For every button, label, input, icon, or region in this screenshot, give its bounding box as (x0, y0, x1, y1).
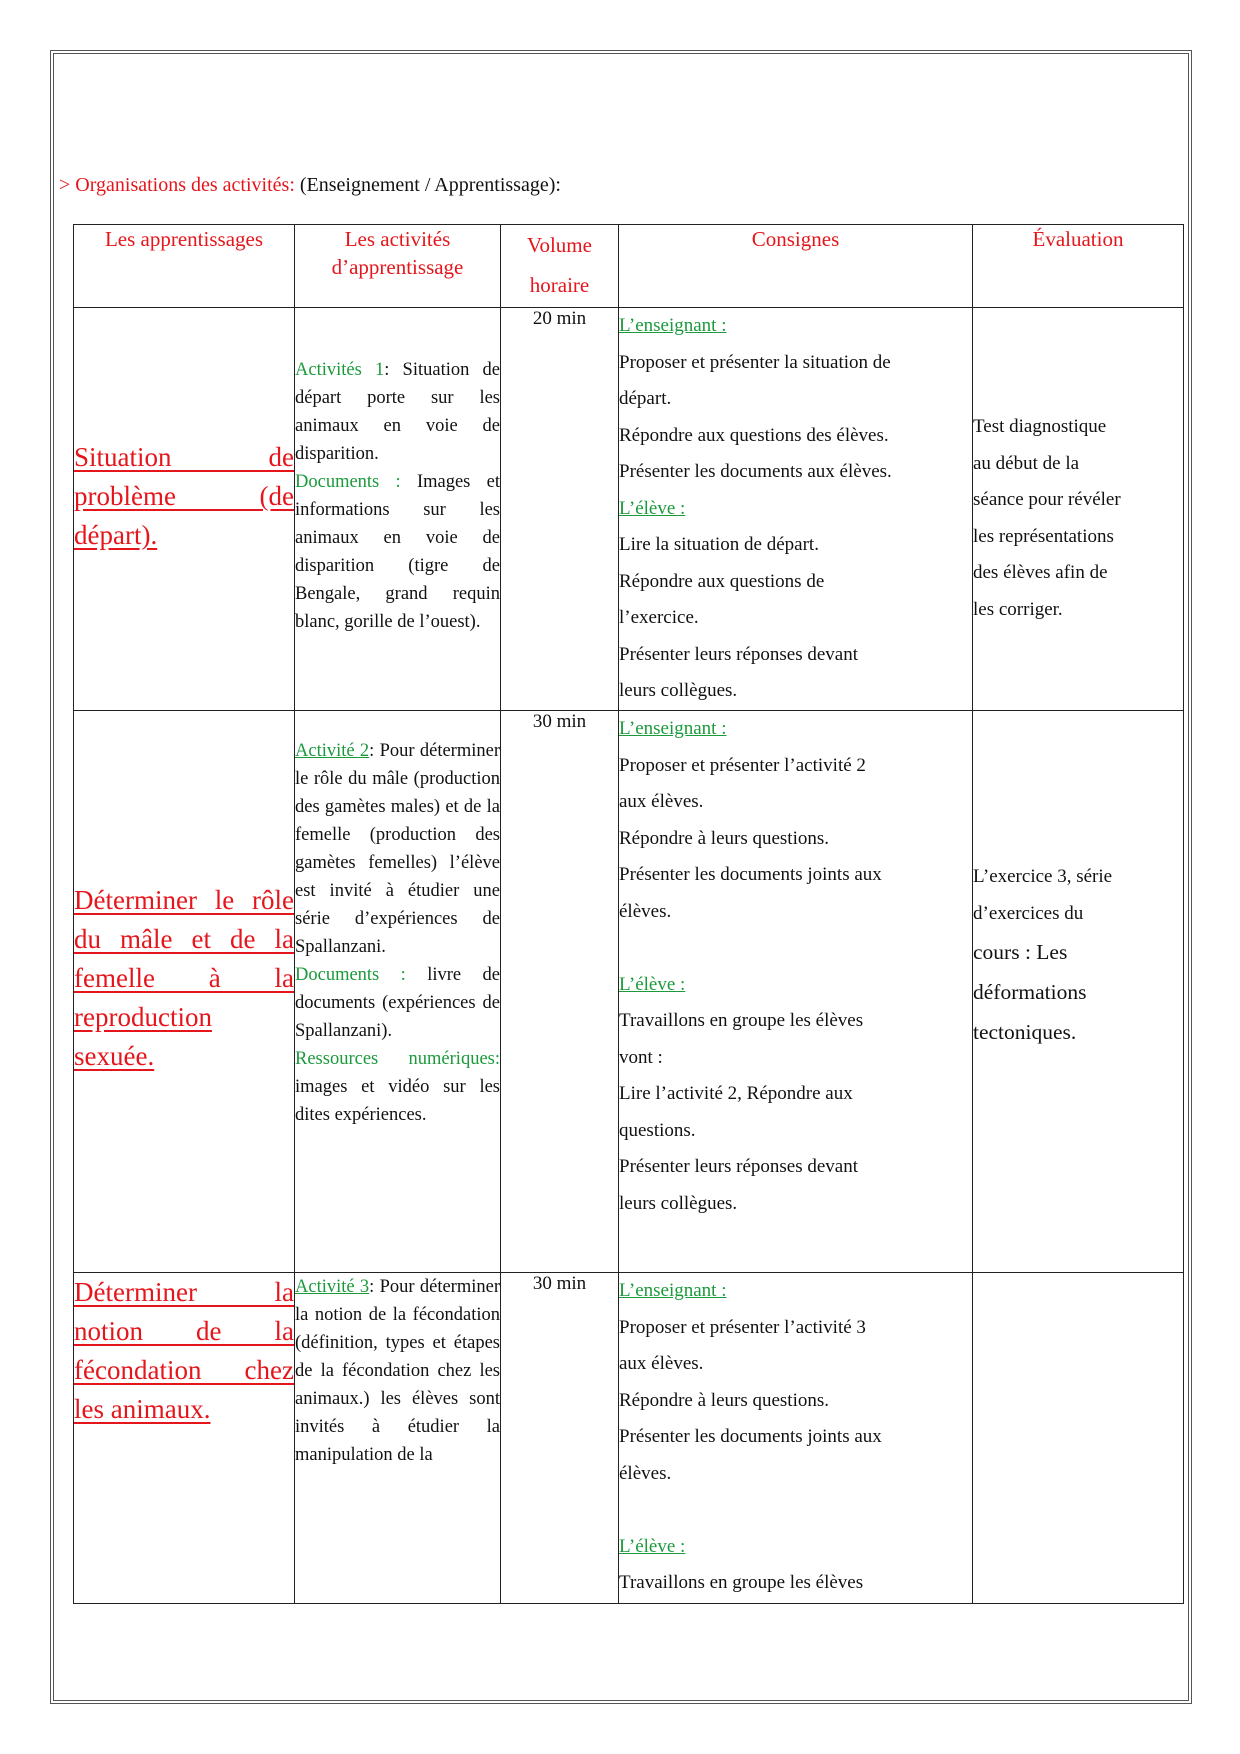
activity-cell (295, 711, 501, 1273)
consigne-line: questions. (619, 1119, 696, 1141)
consigne-line: élèves. (619, 1462, 672, 1484)
documents-text: Images et informations sur les animaux en voie de disparition (tigre de Bengale, grand requin blanc, gorille de l’ouest). (295, 472, 501, 632)
apprentissage-cell (74, 711, 295, 1273)
consigne-line: Présenter les documents joints aux (619, 864, 882, 885)
digital-resources-text: images et vidéo sur les dites expériences. (295, 1077, 500, 1125)
evaluation-line: au début de la (973, 452, 1080, 474)
heading-rest: (Enseignement / Apprentissage): (299, 174, 561, 196)
spacer (619, 930, 972, 967)
consigne-line: l’exercice. (619, 607, 699, 628)
apprentissage-title: Déterminer le rôle du mâle et de la femelle à la reproduction sexuée. (74, 885, 294, 1071)
evaluation-line: L’exercice 3, série (973, 866, 1113, 887)
volume-cell (501, 1273, 619, 1604)
documents-text: livre de documents (expériences de Spallanzani). (295, 965, 500, 1041)
evaluation-line: cours : Les (973, 940, 1068, 964)
consigne-line: Travaillons en groupe les élèves (619, 1010, 864, 1031)
consigne-line: Répondre à leurs questions. (619, 827, 830, 849)
header-apprentissages-text: Les apprentissages (104, 227, 264, 251)
consigne-line: Répondre aux questions de (619, 570, 825, 592)
activity-text: : Pour déterminer le rôle du mâle (production des gamètes males) et de la femelle (production des gamètes femelles) l’élève est invité à étudier une série d’expériences de Spallanzani. (295, 741, 500, 957)
heading-label: Organisations des activités: (75, 174, 295, 196)
consigne-line: leurs collègues. (619, 1192, 738, 1214)
consignes-cell (619, 308, 973, 711)
col-header-apprentissages (74, 225, 295, 308)
teacher-label: L’enseignant : (619, 1280, 727, 1301)
col-header-evaluation (973, 225, 1184, 308)
evaluation-line: les corriger. (973, 598, 1063, 620)
evaluation-line: les représentations (973, 525, 1114, 547)
evaluation-line: tectoniques. (973, 1020, 1077, 1044)
col-header-volume (501, 225, 619, 308)
consigne-line: Répondre à leurs questions. (619, 1389, 830, 1411)
table-row (74, 711, 1184, 1273)
student-label: L’élève : (619, 1535, 686, 1557)
evaluation-line: déformations (973, 980, 1087, 1004)
activity-text: : Pour déterminer la notion de la fécondation (définition, types et étapes de la fécondation chez les animaux.) les élèves sont invités à étudier la manipulation de la (295, 1277, 500, 1465)
volume-value: 30 min (532, 711, 587, 732)
header-evaluation-text: Évaluation (1032, 227, 1124, 251)
evaluation-cell (973, 1273, 1184, 1604)
header-consignes-text: Consignes (751, 227, 840, 251)
consigne-line: Présenter leurs réponses devant (619, 643, 859, 665)
section-heading (59, 174, 561, 197)
activity-label: Activité 3 (295, 1277, 370, 1297)
evaluation-line: Test diagnostique (973, 416, 1107, 437)
consigne-line: Travaillons en groupe les élèves (619, 1572, 864, 1593)
consigne-line: Lire l’activité 2, Répondre aux (619, 1083, 853, 1104)
student-label: L’élève : (619, 497, 686, 519)
header-activites-line1: Les activités (344, 227, 451, 251)
header-activites-line2: d’apprentissage (331, 255, 464, 279)
col-header-activites (295, 225, 501, 308)
evaluation-cell (973, 711, 1184, 1273)
activities-table (73, 224, 1184, 1604)
teacher-label: L’enseignant : (619, 315, 727, 336)
consigne-line: Proposer et présenter l’activité 2 (619, 754, 866, 776)
consigne-line: leurs collègues. (619, 680, 738, 701)
activity-label: Activité 2 (295, 741, 370, 761)
table-row (74, 308, 1184, 711)
consigne-line: départ. (619, 388, 672, 409)
consignes-cell (619, 1273, 973, 1604)
apprentissage-title: Déterminer la notion de la fécondation chez les animaux. (74, 1277, 294, 1424)
header-volume-line2: horaire (529, 273, 590, 297)
activity-cell (295, 308, 501, 711)
apprentissage-title: Situation de problème (de départ). (74, 442, 294, 550)
consigne-line: élèves. (619, 900, 672, 922)
consigne-line: Proposer et présenter la situation de (619, 351, 891, 373)
volume-value: 20 min (532, 308, 587, 329)
spacer (619, 1492, 972, 1529)
volume-value: 30 min (532, 1273, 587, 1294)
documents-label: Documents : (295, 472, 401, 492)
activity-cell (295, 1273, 501, 1604)
evaluation-line: séance pour révéler (973, 489, 1121, 510)
evaluation-line: des élèves afin de (973, 562, 1108, 583)
apprentissage-cell (74, 1273, 295, 1604)
consigne-line: Lire la situation de départ. (619, 534, 819, 555)
evaluation-cell (973, 308, 1184, 711)
header-row (74, 225, 1184, 308)
consigne-line: vont : (619, 1046, 663, 1068)
consigne-line: aux élèves. (619, 1353, 704, 1374)
consigne-line: Présenter les documents joints aux (619, 1426, 882, 1447)
activity-text: : Situation de départ porte sur les animaux en voie de disparition. (295, 360, 500, 464)
consigne-line: Présenter leurs réponses devant (619, 1156, 859, 1177)
heading-arrow: > (59, 174, 71, 196)
activity-label: Activités 1 (295, 360, 385, 380)
consignes-cell (619, 711, 973, 1273)
digital-resources-label: Ressources numériques: (295, 1049, 500, 1069)
consigne-line: Proposer et présenter l’activité 3 (619, 1316, 866, 1338)
apprentissage-cell (74, 308, 295, 711)
table-row (74, 1273, 1184, 1604)
evaluation-line: d’exercices du (973, 902, 1084, 924)
consigne-line: Présenter les documents aux élèves. (619, 461, 892, 482)
documents-label: Documents : (295, 965, 406, 985)
volume-cell (501, 711, 619, 1273)
header-volume-line1: Volume (527, 233, 592, 257)
student-label: L’élève : (619, 973, 686, 995)
col-header-consignes (619, 225, 973, 308)
consigne-line: aux élèves. (619, 791, 704, 812)
volume-cell (501, 308, 619, 711)
teacher-label: L’enseignant : (619, 718, 727, 739)
consigne-line: Répondre aux questions des élèves. (619, 424, 889, 446)
